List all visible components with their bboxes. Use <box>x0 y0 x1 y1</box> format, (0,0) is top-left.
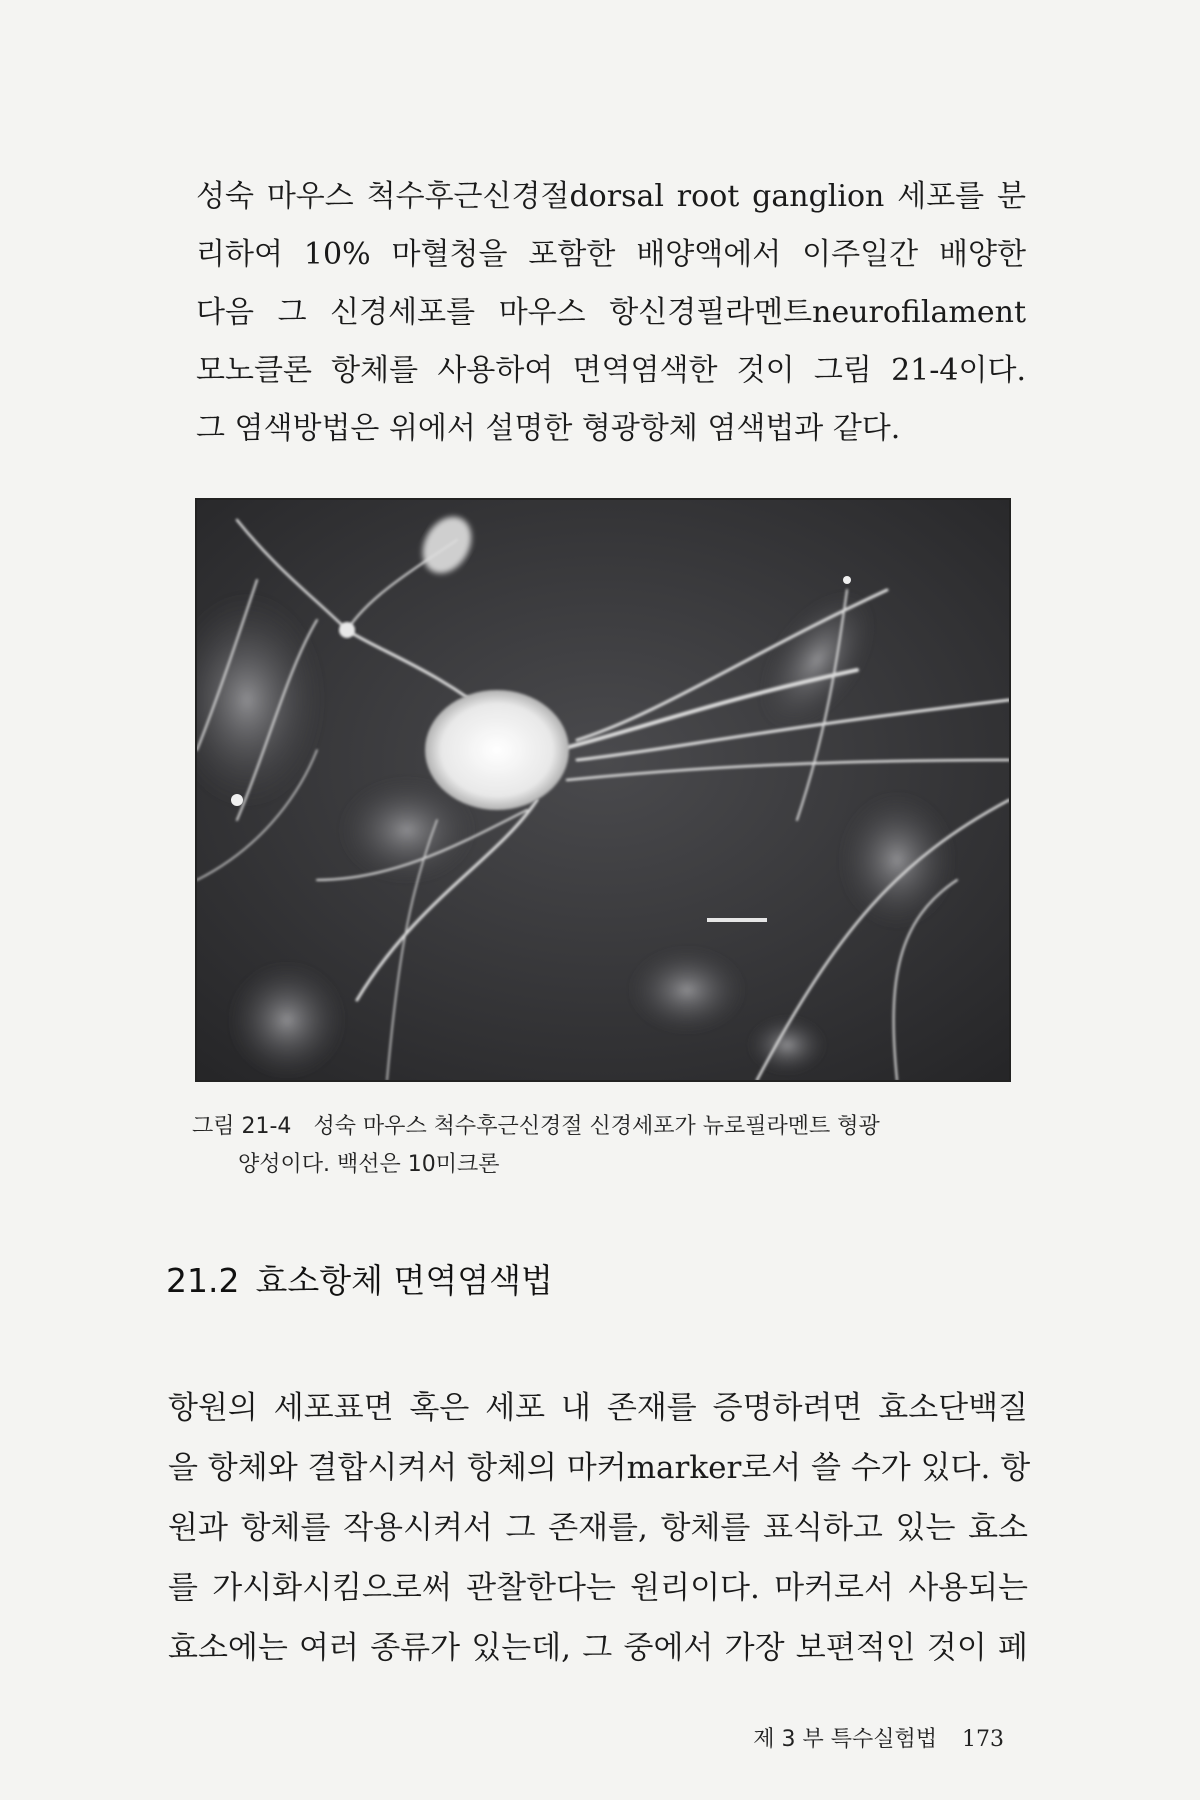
micrograph-image <box>197 500 1009 1080</box>
body-paragraph <box>168 1378 1031 1678</box>
paragraph-line: 을 항체와 결합시켜서 항체의 마커marker로서 쓸 수가 있다. 항 <box>168 1450 1031 1486</box>
caption-text: 성숙 마우스 척수후근신경절 신경세포가 뉴로필라멘트 형광 <box>313 1114 880 1139</box>
page-footer <box>753 1722 1004 1753</box>
section-heading <box>166 1255 553 1302</box>
paragraph-line: 모노클론 항체를 사용하여 면역염색한 것이 그림 21-4이다. <box>196 353 1026 388</box>
figure-caption <box>192 1108 1034 1184</box>
part-title: 특수실험법 <box>830 1727 937 1752</box>
paragraph-line: 항원의 세포표면 혹은 세포 내 존재를 증명하려면 효소단백질 <box>168 1390 1028 1426</box>
figure-number: 그림 21-4 <box>192 1114 292 1139</box>
neuron-micrograph <box>195 498 1011 1082</box>
paragraph-line: 성숙 마우스 척수후근신경절dorsal root ganglion 세포를 분 <box>196 179 1026 214</box>
paragraph-line: 그 염색방법은 위에서 설명한 형광항체 염색법과 같다. <box>196 411 901 446</box>
paragraph-line: 원과 항체를 작용시켜서 그 존재를, 항체를 표식하고 있는 효소 <box>168 1510 1028 1546</box>
paragraph-line: 를 가시화시킴으로써 관찰한다는 원리이다. 마커로서 사용되는 <box>168 1570 1028 1606</box>
paragraph-line: 효소에는 여러 종류가 있는데, 그 중에서 가장 보편적인 것이 페 <box>168 1630 1028 1666</box>
section-number: 21.2 <box>166 1261 240 1300</box>
paragraph-line: 리하여 10% 마혈청을 포함한 배양액에서 이주일간 배양한 <box>196 237 1026 272</box>
intro-paragraph <box>196 168 1026 458</box>
section-title: 효소항체 면역염색법 <box>255 1261 553 1300</box>
paragraph-line: 다음 그 신경세포를 마우스 항신경필라멘트neurofilament <box>196 295 1026 330</box>
part-label: 제 3 부 <box>753 1727 824 1752</box>
caption-text: 양성이다. 백선은 10미크론 <box>238 1152 500 1177</box>
page-number: 173 <box>962 1727 1004 1752</box>
